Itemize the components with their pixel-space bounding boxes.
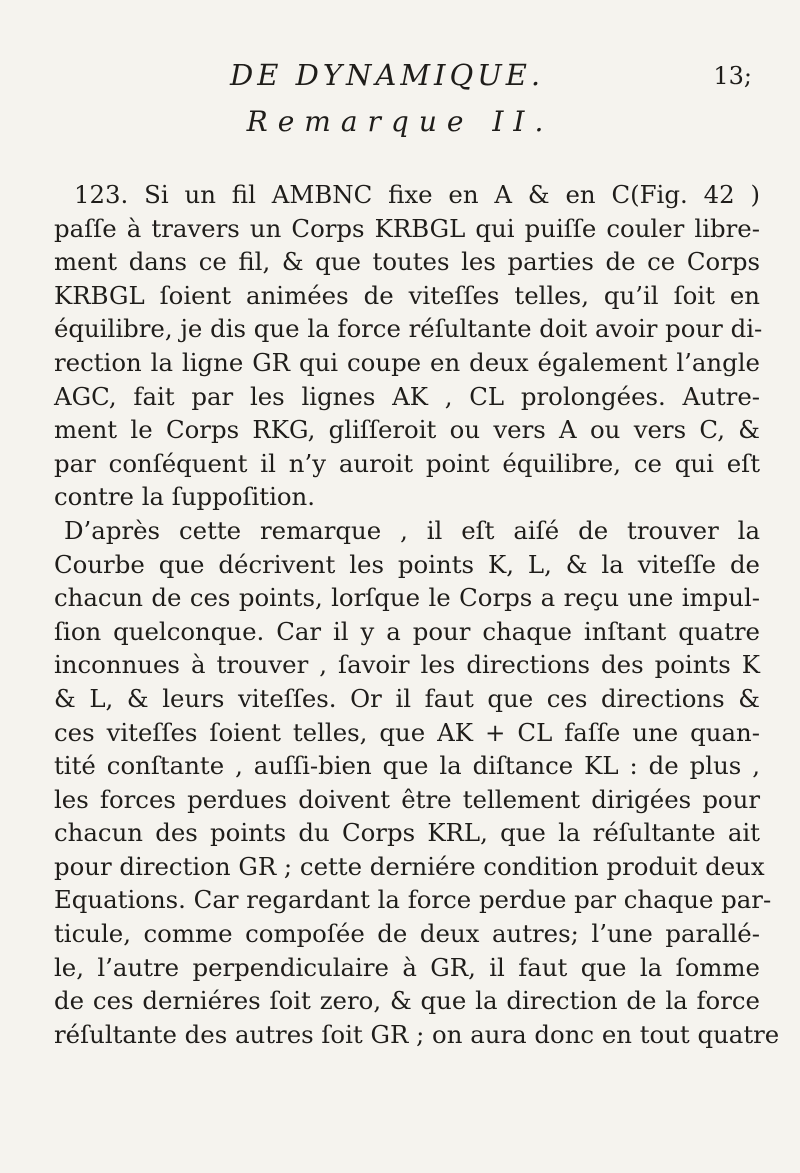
text-line: contre la ſuppoſition. bbox=[54, 482, 316, 512]
text-line: 123. Si un fil AMBNC fixe en A & en C(Fig. 42 ) bbox=[74, 180, 760, 209]
text-line: ſion quelconque. Car il y a pour chaque inſtant quatre bbox=[54, 616, 760, 646]
text-line: ces viteſſes ſoient telles, que AK + CL faſſe une quan- bbox=[54, 717, 760, 747]
text-line: paſſe à travers un Corps KRBGL qui puiſſe couler libre- bbox=[54, 213, 760, 243]
body-text bbox=[54, 178, 780, 1051]
text-line: ment le Corps RKG, gliſſeroit ou vers A ou vers C, & bbox=[54, 415, 760, 445]
text-line: le, l’autre perpendiculaire à GR, il faut que la ſomme bbox=[54, 952, 760, 982]
page-number: 13; bbox=[713, 62, 752, 90]
text-line: inconnues à trouver , ſavoir les directions des points K bbox=[54, 650, 760, 680]
section-title: Remarque II. bbox=[246, 105, 554, 138]
paragraph-123 bbox=[54, 178, 763, 514]
running-title: DE DYNAMIQUE. bbox=[230, 58, 545, 92]
paragraph-remarque bbox=[54, 514, 780, 1052]
text-line: D’après cette remarque , il eſt aiſé de trouver la bbox=[64, 515, 760, 545]
text-line: réſultante des autres ſoit GR ; on aura donc en tout quatre bbox=[54, 1019, 780, 1049]
text-line: Courbe que décrivent les points K, L, & la viteſſe de bbox=[54, 549, 760, 579]
text-line: AGC, fait par les lignes AK , CL prolongées. Autre- bbox=[54, 381, 760, 411]
text-line: KRBGL ſoient animées de viteſſes telles, qu’il ſoit en bbox=[54, 280, 760, 310]
text-line: ticule, comme compoſée de deux autres; l’une parallé- bbox=[54, 919, 760, 949]
text-line: chacun des points du Corps KRL, que la réſultante ait bbox=[54, 818, 760, 848]
text-line: & L, & leurs viteſſes. Or il faut que ces directions & bbox=[54, 683, 760, 713]
text-line: pour direction GR ; cette derniére condition produit deux bbox=[54, 851, 765, 881]
text-line: par conſéquent il n’y auroit point équilibre, ce qui eſt bbox=[54, 448, 760, 478]
running-head bbox=[0, 58, 800, 98]
text-line: tité conſtante , auſſi-bien que la diſtance KL : de plus , bbox=[54, 751, 760, 781]
text-line: équilibre, je dis que la force réſultante doit avoir pour di- bbox=[54, 314, 763, 344]
text-line: Equations. Car regardant la force perdue par chaque par- bbox=[54, 885, 772, 915]
text-line: rection la ligne GR qui coupe en deux également l’angle bbox=[54, 347, 760, 377]
text-line: ment dans ce fil, & que toutes les parties de ce Corps bbox=[54, 247, 760, 277]
text-line: de ces derniéres ſoit zero, & que la direction de la force bbox=[54, 986, 760, 1016]
text-line: chacun de ces points, lorſque le Corps a reçu une impul- bbox=[54, 583, 760, 613]
text-line: les forces perdues doivent être tellement dirigées pour bbox=[54, 784, 760, 814]
